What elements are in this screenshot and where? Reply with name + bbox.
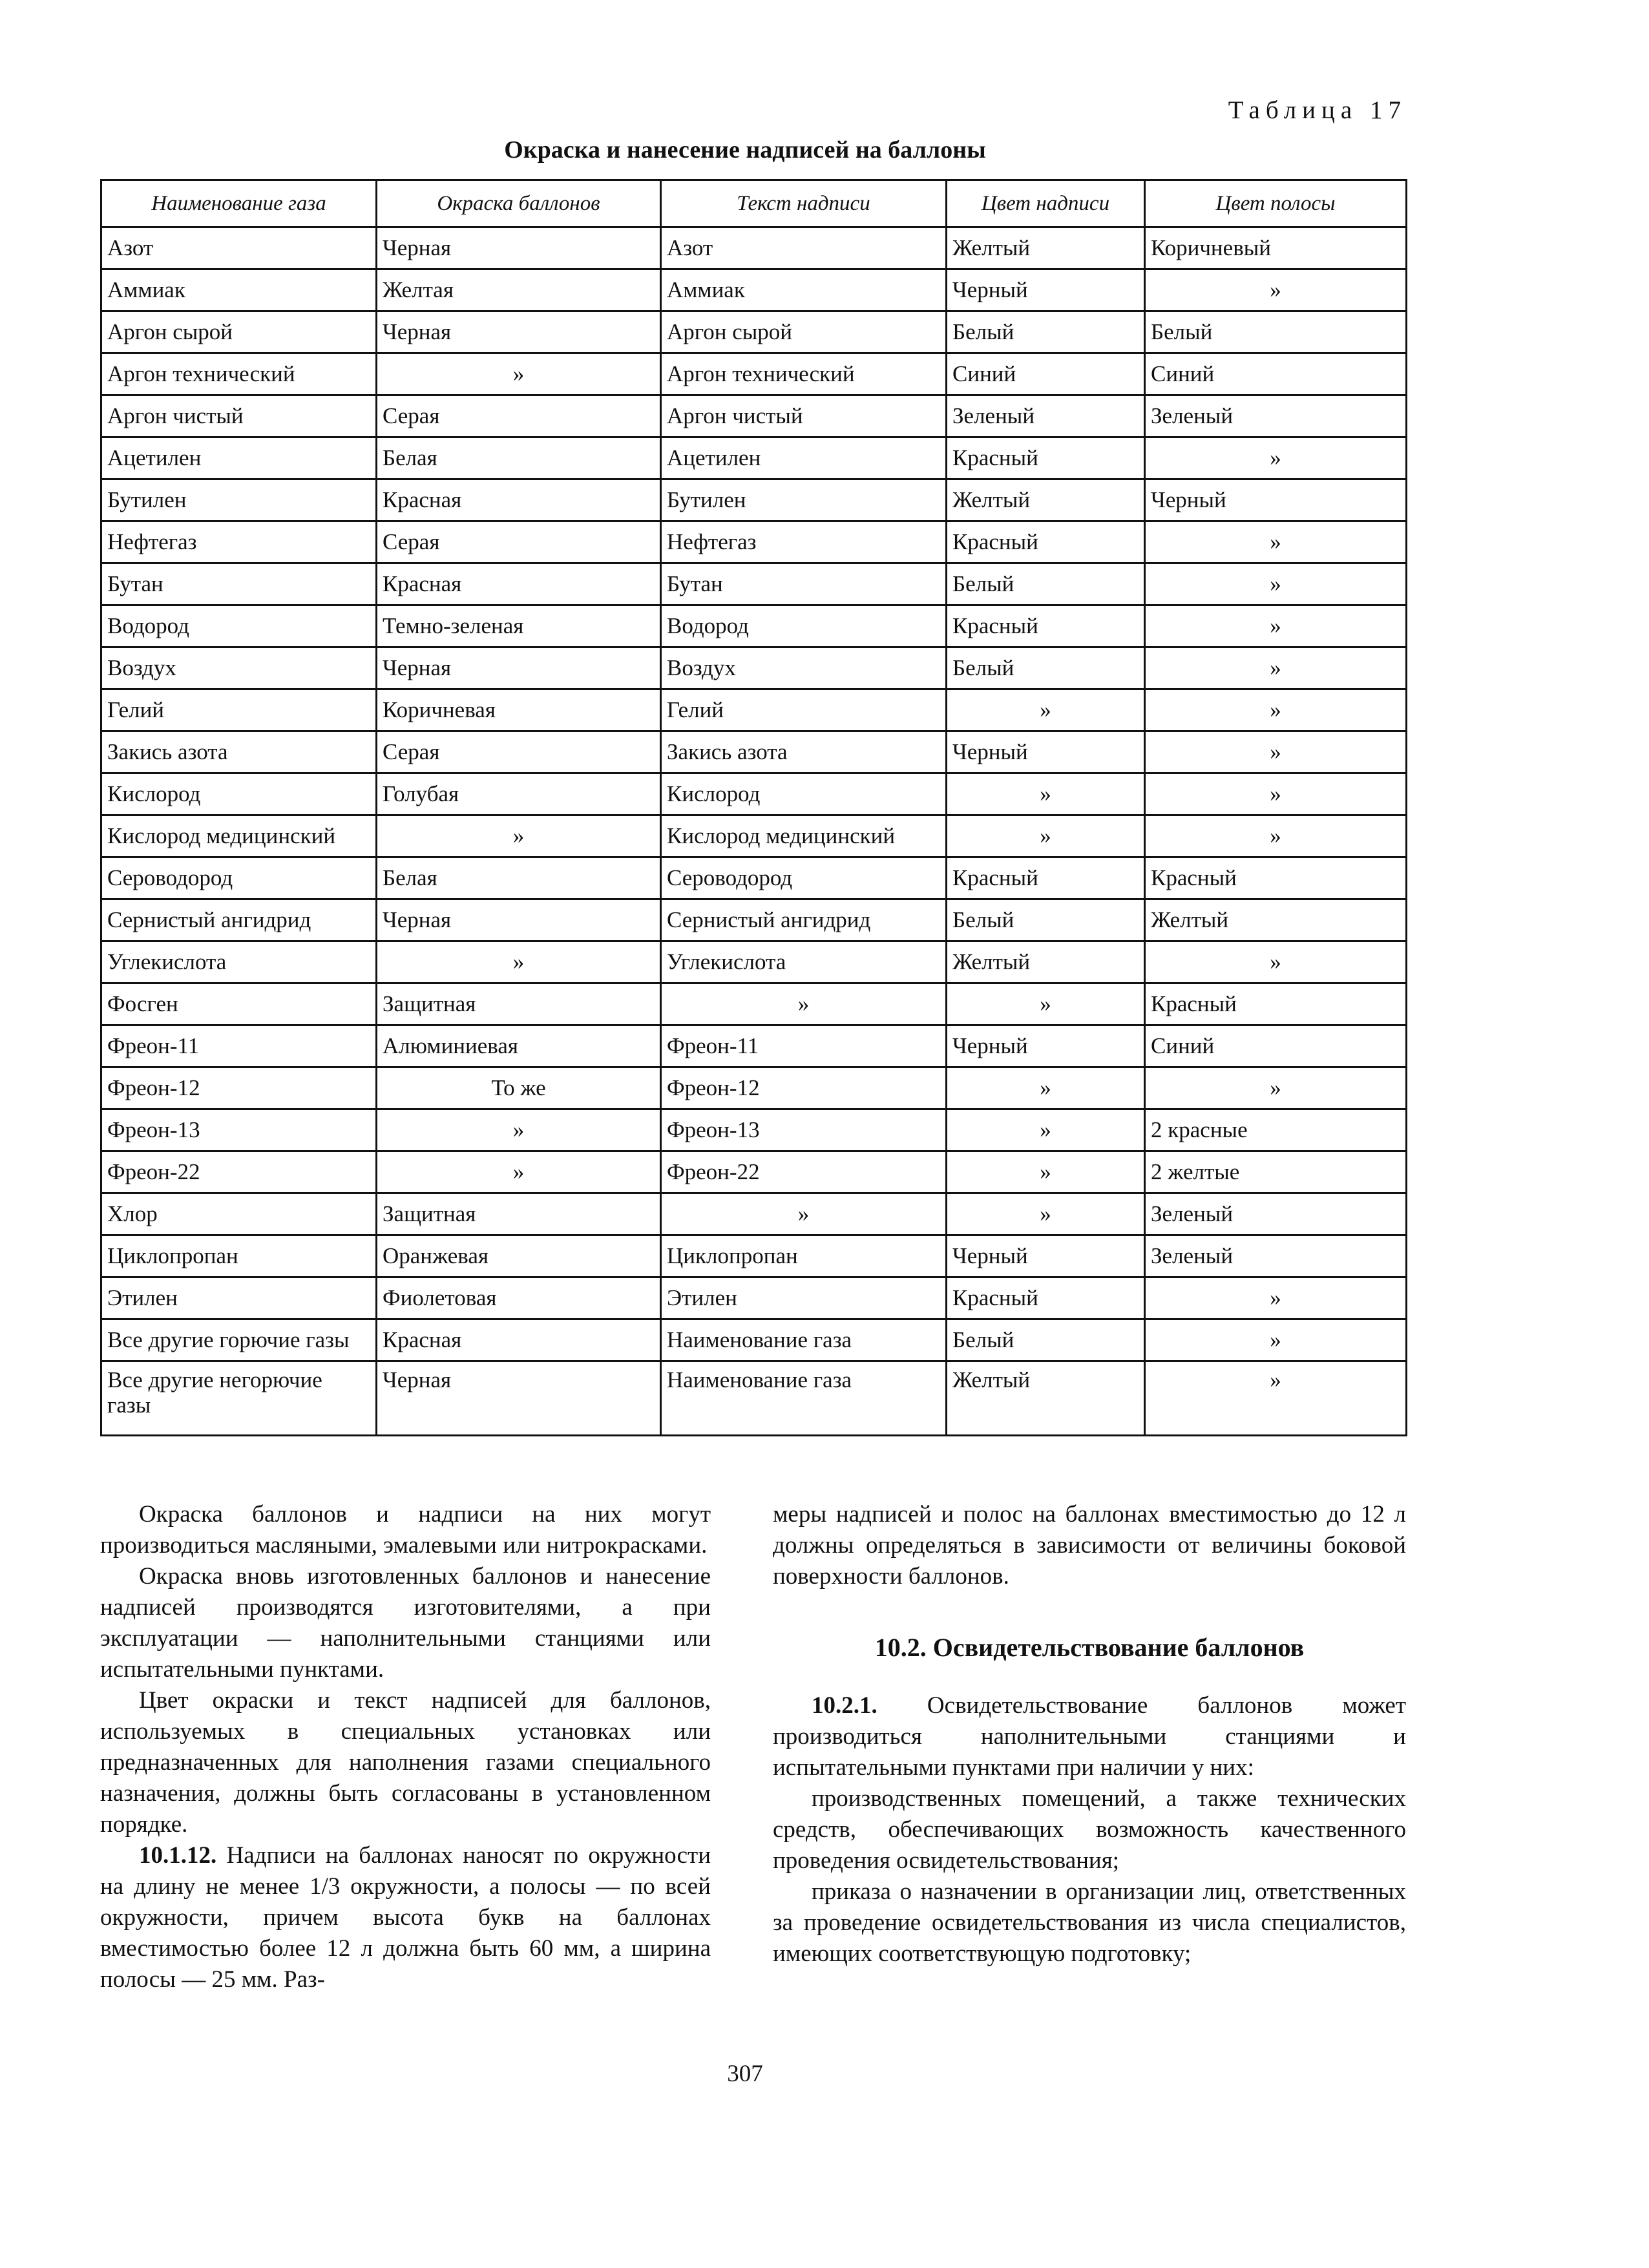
table-cell: Черная — [377, 1361, 661, 1436]
table-label: Таблица 17 — [1228, 96, 1407, 124]
table-row — [101, 311, 1407, 353]
table-cell: Наименование газа — [661, 1319, 947, 1361]
table-cell: Наименование газа — [661, 1361, 947, 1436]
table-cell: Закись азота — [661, 731, 947, 773]
table-cell: » — [947, 1109, 1145, 1151]
table-cell: То же — [377, 1067, 661, 1109]
table-cell: Этилен — [101, 1277, 377, 1319]
table-cell: » — [377, 353, 661, 395]
table-cell: Белый — [947, 563, 1145, 605]
table-row — [101, 1109, 1407, 1151]
clause-number: 10.2.1. — [812, 1692, 877, 1719]
table-cell: Черная — [377, 647, 661, 689]
table-cell: » — [947, 983, 1145, 1025]
table-cell: Черная — [377, 227, 661, 269]
table-cell: » — [661, 1193, 947, 1235]
table-cell: Белая — [377, 437, 661, 479]
paragraph: Цвет окраски и текст надписей для баллонов, используемых в специальных установках или предназначенных для наполнения газами специального назначения, должны быть согласованы в установленном порядке. — [100, 1687, 711, 1838]
table-cell: Белый — [947, 311, 1145, 353]
table-cell: Аргон сырой — [661, 311, 947, 353]
table-cell: » — [377, 815, 661, 857]
column-header: Цвет надписи — [947, 180, 1145, 227]
table-cell: Черный — [947, 1235, 1145, 1277]
table-row — [101, 1067, 1407, 1109]
table-cell: Все другие негорючие газы — [101, 1361, 377, 1436]
table-cell: » — [947, 773, 1145, 815]
table-cell: Кислород — [101, 773, 377, 815]
table-cell: Желтая — [377, 269, 661, 311]
table-cell: » — [1145, 731, 1407, 773]
table-cell: » — [1145, 563, 1407, 605]
table-cell: Фреон-13 — [101, 1109, 377, 1151]
table-cell: Циклопропан — [661, 1235, 947, 1277]
table-row — [101, 941, 1407, 983]
table-cell: Фреон-11 — [101, 1025, 377, 1067]
table-cell: Бутан — [661, 563, 947, 605]
table-cell: Ацетилен — [661, 437, 947, 479]
table-cell: Зеленый — [1145, 1235, 1407, 1277]
table-cell: » — [947, 1151, 1145, 1193]
paragraph: Окраска вновь изготовленных баллонов и нанесение надписей производятся изготовителями, а при эксплуатации — наполнительными станциями или испытательными пунктами. — [100, 1563, 711, 1683]
table-cell: Желтый — [947, 227, 1145, 269]
table-row — [101, 1277, 1407, 1319]
table-cell: Фреон-22 — [101, 1151, 377, 1193]
table-row — [101, 227, 1407, 269]
table-cell: » — [947, 1067, 1145, 1109]
table-cell: Белый — [1145, 311, 1407, 353]
table-row — [101, 647, 1407, 689]
paragraph — [100, 1840, 711, 1995]
clause-text: Надписи на баллонах наносят по окружности на длину не менее 1/3 окружности, а полосы — по всей окружности, причем высота букв на баллонах вместимостью более 12 л должна быть 60 мм, а ширина полосы — 25 мм. Раз- — [100, 1842, 711, 1993]
table-cell: Закись азота — [101, 731, 377, 773]
table-cell: Циклопропан — [101, 1235, 377, 1277]
table-cell: » — [1145, 437, 1407, 479]
table-cell: » — [1145, 521, 1407, 563]
table-cell: Оранжевая — [377, 1235, 661, 1277]
table-cell: » — [1145, 1067, 1407, 1109]
table-cell: Красный — [1145, 983, 1407, 1025]
table-cell: » — [1145, 1277, 1407, 1319]
table-cell: Защитная — [377, 983, 661, 1025]
table-cell: Сернистый ангидрид — [661, 899, 947, 941]
table-cell: Водород — [661, 605, 947, 647]
column-header: Наименование газа — [101, 180, 377, 227]
table-cell: Красный — [947, 857, 1145, 899]
table-cell: » — [947, 689, 1145, 731]
table-row — [101, 521, 1407, 563]
table-cell: Кислород медицинский — [101, 815, 377, 857]
table-cell: Черная — [377, 311, 661, 353]
paragraph: меры надписей и полос на баллонах вместимостью до 12 л должны определяться в зависимости от величины боковой поверхности баллонов. — [773, 1501, 1406, 1590]
table-cell: Хлор — [101, 1193, 377, 1235]
clause-number: 10.1.12. — [139, 1842, 217, 1869]
table-cell: Черный — [947, 731, 1145, 773]
table-cell: Все другие горючие газы — [101, 1319, 377, 1361]
table-cell: » — [1145, 605, 1407, 647]
table-cell: Желтый — [947, 479, 1145, 521]
table-row — [101, 353, 1407, 395]
table-cell: Белый — [947, 899, 1145, 941]
table-row — [101, 773, 1407, 815]
table-cell: 2 желтые — [1145, 1151, 1407, 1193]
table-cell: Водород — [101, 605, 377, 647]
table-row — [101, 395, 1407, 437]
table-cell: Аргон чистый — [661, 395, 947, 437]
table-cell: Серая — [377, 395, 661, 437]
table-cell: » — [377, 1109, 661, 1151]
table-cell: » — [1145, 1319, 1407, 1361]
table-cell: Воздух — [661, 647, 947, 689]
column-header: Текст надписи — [661, 180, 947, 227]
table-cell: Желтый — [1145, 899, 1407, 941]
table-cell: Коричневая — [377, 689, 661, 731]
table-cell: Аргон технический — [101, 353, 377, 395]
table-cell: Черная — [377, 899, 661, 941]
table-cell: Желтый — [947, 1361, 1145, 1436]
paragraph — [773, 1690, 1406, 1783]
table-cell: Коричневый — [1145, 227, 1407, 269]
table-row — [101, 983, 1407, 1025]
table-cell: Черный — [1145, 479, 1407, 521]
table-cell: » — [947, 1193, 1145, 1235]
table-cell: Сернистый ангидрид — [101, 899, 377, 941]
table-cell: » — [1145, 269, 1407, 311]
column-header: Цвет полосы — [1145, 180, 1407, 227]
table-cell: Красный — [947, 1277, 1145, 1319]
table-cell: » — [377, 941, 661, 983]
table-cell: » — [1145, 689, 1407, 731]
table-cell: Углекислота — [661, 941, 947, 983]
table-cell: Темно-зеленая — [377, 605, 661, 647]
table-cell: Фосген — [101, 983, 377, 1025]
paragraph: производственных помещений, а также технических средств, обеспечивающих возможность качественного проведения освидетельствования; — [773, 1785, 1406, 1874]
table-cell: Белый — [947, 647, 1145, 689]
table-cell: Синий — [1145, 353, 1407, 395]
table-row — [101, 1361, 1407, 1436]
table-cell: Белая — [377, 857, 661, 899]
table-cell: Красный — [947, 437, 1145, 479]
table-cell: Красный — [947, 521, 1145, 563]
table-cell: Кислород — [661, 773, 947, 815]
table-cell: Аргон чистый — [101, 395, 377, 437]
table-title: Окраска и нанесение надписей на баллоны — [504, 136, 986, 163]
table-cell: Нефтегаз — [661, 521, 947, 563]
table-header-row — [101, 180, 1407, 227]
table-cell: Аммиак — [661, 269, 947, 311]
table-cell: Белый — [947, 1319, 1145, 1361]
table-cell: » — [1145, 1361, 1407, 1436]
table-cell: Бутан — [101, 563, 377, 605]
table-cell: Серая — [377, 731, 661, 773]
table-cell: Нефтегаз — [101, 521, 377, 563]
table-cell: Сероводород — [661, 857, 947, 899]
table-cell: Фреон-13 — [661, 1109, 947, 1151]
table-row — [101, 605, 1407, 647]
table-cell: Бутилен — [101, 479, 377, 521]
table-row — [101, 1193, 1407, 1235]
table-cell: Серая — [377, 521, 661, 563]
right-text-column — [773, 1499, 1406, 1969]
table-cell: » — [661, 983, 947, 1025]
gas-cylinder-table — [100, 179, 1407, 1436]
paragraph: Окраска баллонов и надписи на них могут производиться масляными, эмалевыми или нитрокрасками. — [100, 1501, 711, 1559]
table-cell: » — [1145, 647, 1407, 689]
table-cell: Желтый — [947, 941, 1145, 983]
table-cell: Аммиак — [101, 269, 377, 311]
table-cell: Красная — [377, 1319, 661, 1361]
table-cell: Зеленый — [947, 395, 1145, 437]
page-number: 307 — [727, 2061, 763, 2087]
table-cell: Алюминиевая — [377, 1025, 661, 1067]
table-cell: » — [947, 815, 1145, 857]
table-cell: » — [1145, 773, 1407, 815]
table-row — [101, 1025, 1407, 1067]
clause-text: Освидетельствование баллонов может производиться наполнительными станциями и испытательными пунктами при наличии у них: — [773, 1692, 1407, 1781]
table-cell: Аргон технический — [661, 353, 947, 395]
table-cell: Воздух — [101, 647, 377, 689]
table-cell: Азот — [101, 227, 377, 269]
table-cell: Ацетилен — [101, 437, 377, 479]
table-row — [101, 815, 1407, 857]
table-cell: Красный — [1145, 857, 1407, 899]
table-row — [101, 857, 1407, 899]
table-row — [101, 1151, 1407, 1193]
table-cell: Фиолетовая — [377, 1277, 661, 1319]
table-row — [101, 563, 1407, 605]
table-cell: Синий — [947, 353, 1145, 395]
section-heading: 10.2. Освидетельствование баллонов — [874, 1633, 1305, 1662]
table-cell: Черный — [947, 1025, 1145, 1067]
table-cell: Синий — [1145, 1025, 1407, 1067]
table-cell: 2 красные — [1145, 1109, 1407, 1151]
table-row — [101, 269, 1407, 311]
table-cell: » — [1145, 941, 1407, 983]
table-cell: Кислород медицинский — [661, 815, 947, 857]
table-row — [101, 437, 1407, 479]
table-cell: Защитная — [377, 1193, 661, 1235]
table-row — [101, 731, 1407, 773]
table-row — [101, 479, 1407, 521]
table-cell: Фреон-12 — [101, 1067, 377, 1109]
table-cell: Зеленый — [1145, 1193, 1407, 1235]
table-cell: Гелий — [101, 689, 377, 731]
table-cell: Углекислота — [101, 941, 377, 983]
table-cell: Фреон-12 — [661, 1067, 947, 1109]
table-cell: Фреон-11 — [661, 1025, 947, 1067]
table-cell: Голубая — [377, 773, 661, 815]
table-row — [101, 689, 1407, 731]
table-cell: Черный — [947, 269, 1145, 311]
table-cell: Сероводород — [101, 857, 377, 899]
table-cell: Фреон-22 — [661, 1151, 947, 1193]
table-cell: Зеленый — [1145, 395, 1407, 437]
left-text-column — [100, 1499, 711, 1995]
table-cell: Гелий — [661, 689, 947, 731]
table-cell: » — [1145, 815, 1407, 857]
table-cell: » — [377, 1151, 661, 1193]
table-cell: Красный — [947, 605, 1145, 647]
table-cell: Этилен — [661, 1277, 947, 1319]
table-row — [101, 899, 1407, 941]
column-header: Окраска баллонов — [377, 180, 661, 227]
table-row — [101, 1235, 1407, 1277]
table-row — [101, 1319, 1407, 1361]
table-cell: Красная — [377, 479, 661, 521]
table-cell: Бутилен — [661, 479, 947, 521]
table-cell: Красная — [377, 563, 661, 605]
paragraph: приказа о назначении в организации лиц, ответственных за проведение освидетельствования из числа специалистов, имеющих соответствующую подготовку; — [773, 1878, 1406, 1967]
table-cell: Аргон сырой — [101, 311, 377, 353]
table-cell: Азот — [661, 227, 947, 269]
